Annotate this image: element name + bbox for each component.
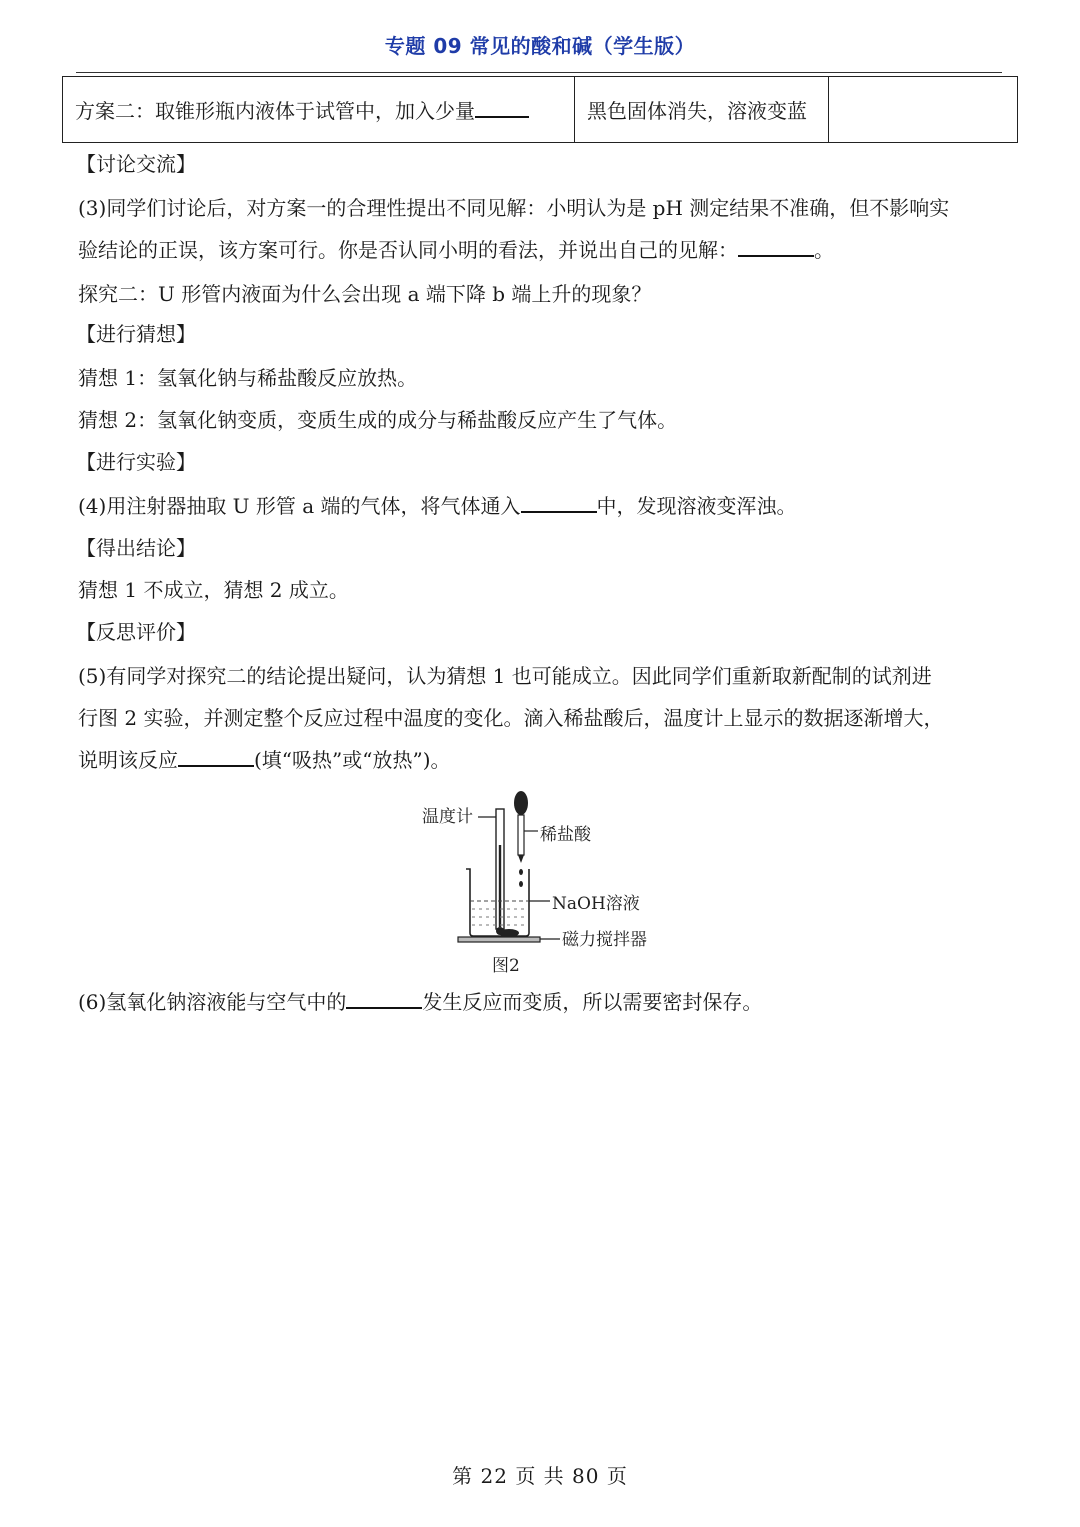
question-4-end: 中，发现溶液变浑浊。 — [596, 494, 797, 518]
experiment-figure-2 — [410, 785, 670, 980]
section-heading-experiment: 【进行实验】 — [76, 450, 196, 474]
question-4-text: (4)用注射器抽取 U 形管 a 端的气体，将气体通入 — [78, 494, 521, 518]
answer-blank[interactable] — [738, 255, 814, 257]
answer-blank[interactable] — [475, 116, 529, 118]
dropper-bulb — [514, 791, 528, 815]
question-3-text: 验结论的正误，该方案可行。你是否认同小明的看法，并说出自己的见解： — [78, 238, 738, 262]
hypothesis-1: 猜想 1：氢氧化钠与稀盐酸反应放热。 — [78, 366, 418, 390]
hypothesis-2: 猜想 2：氢氧化钠变质，变质生成的成分与稀盐酸反应产生了气体。 — [78, 408, 678, 432]
acid-drop — [519, 869, 523, 875]
question-5-end: (填“吸热”或“放热”)。 — [254, 748, 451, 772]
table-cell-phenomenon — [575, 77, 829, 143]
header-divider — [76, 72, 1002, 73]
question-5-line-3 — [78, 746, 451, 774]
question-6 — [78, 988, 762, 1016]
stir-bar — [499, 929, 519, 937]
page-number: 第 22 页 共 80 页 — [452, 1464, 628, 1488]
dropper-tip — [518, 855, 524, 863]
question-4 — [78, 492, 797, 520]
section-heading-conclusion: 【得出结论】 — [76, 536, 196, 560]
question-3-end: 。 — [814, 238, 834, 262]
question-6-text: (6)氢氧化钠溶液能与空气中的 — [78, 990, 347, 1014]
section-heading-discussion: 【讨论交流】 — [76, 152, 196, 176]
question-3-line-1: (3)同学们讨论后，对方案一的合理性提出不同见解：小明认为是 pH 测定结果不准确，但不影响实 — [78, 196, 950, 220]
acid-label: 稀盐酸 — [540, 825, 591, 845]
table-row — [63, 77, 1018, 143]
stirrer-label: 磁力搅拌器 — [562, 930, 647, 950]
thermometer-label: 温度计 — [422, 807, 473, 827]
inquiry-two: 探究二：U 形管内液面为什么会出现 a 端下降 b 端上升的现象？ — [78, 282, 652, 306]
acid-drop — [519, 881, 523, 887]
table-cell-conclusion[interactable] — [829, 77, 1018, 143]
answer-blank[interactable] — [521, 511, 597, 513]
section-heading-reflection: 【反思评价】 — [76, 620, 196, 644]
table-cell-method — [63, 77, 575, 143]
phenomenon-text: 黑色固体消失，溶液变蓝 — [587, 99, 807, 123]
question-6-end: 发生反应而变质，所以需要密封保存。 — [422, 990, 763, 1014]
answer-blank[interactable] — [178, 765, 254, 767]
magnetic-stirrer — [458, 937, 540, 942]
experiment-table — [62, 76, 1018, 143]
method-text: 方案二：取锥形瓶内液体于试管中，加入少量 — [75, 99, 475, 123]
conclusion-text-line: 猜想 1 不成立，猜想 2 成立。 — [78, 578, 349, 602]
answer-blank[interactable] — [346, 1007, 422, 1009]
solution-label: NaOH溶液 — [552, 894, 640, 914]
question-5-line-1: (5)有同学对探究二的结论提出疑问，认为猜想 1 也可能成立。因此同学们重新取新配制的试剂进 — [78, 664, 932, 688]
dropper-tube — [518, 815, 524, 855]
figure-caption: 图2 — [492, 956, 520, 976]
question-3-line-2 — [78, 236, 834, 264]
section-heading-hypothesis: 【进行猜想】 — [76, 322, 196, 346]
page-header-title: 专题 09 常见的酸和碱（学生版） — [384, 34, 696, 58]
question-5-line-2: 行图 2 实验，并测定整个反应过程中温度的变化。滴入稀盐酸后，温度计上显示的数据逐渐增大， — [78, 706, 944, 730]
question-5-text: 说明该反应 — [78, 748, 178, 772]
